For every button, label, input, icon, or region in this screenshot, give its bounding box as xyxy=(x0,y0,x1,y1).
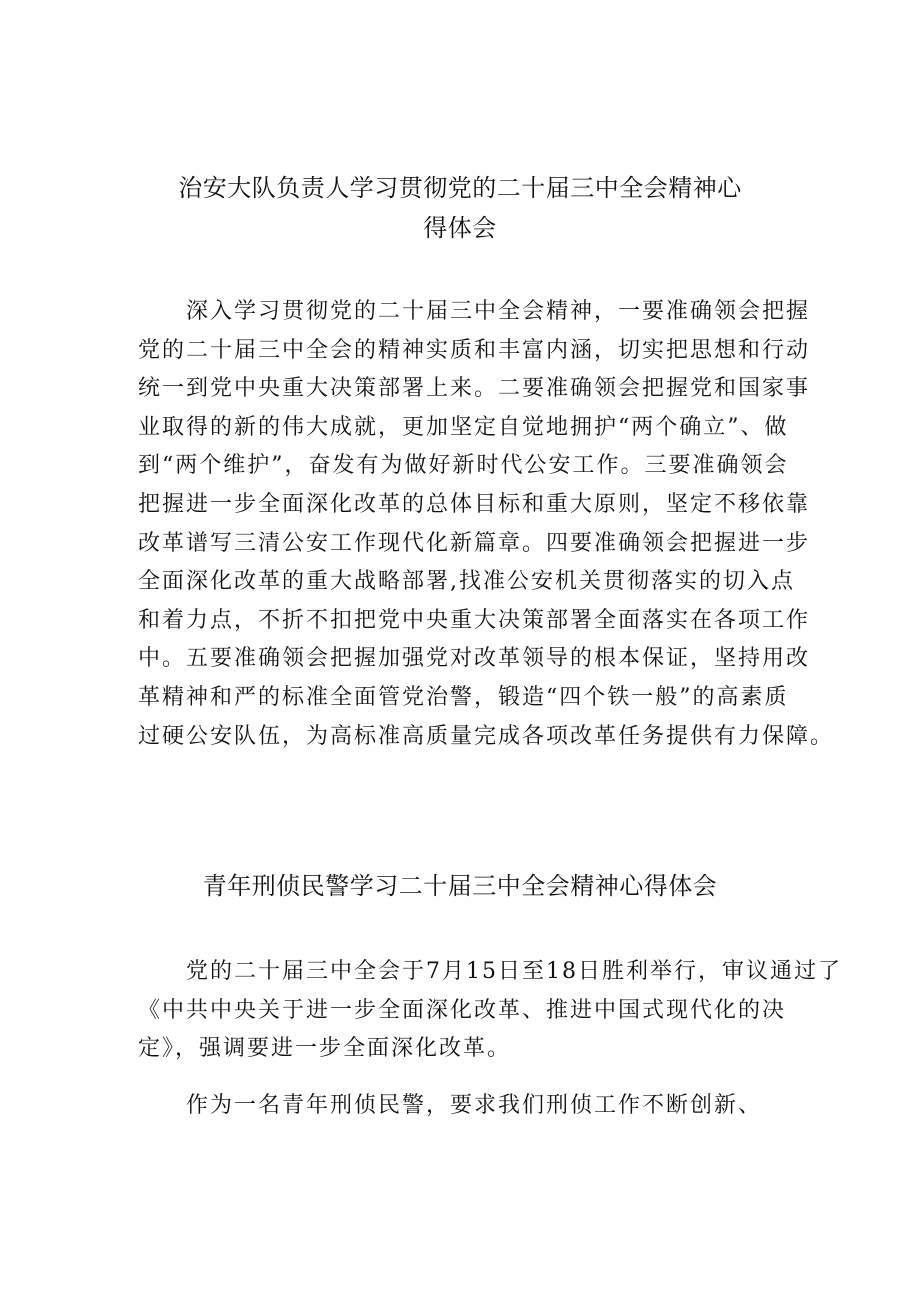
article2-title xyxy=(120,866,800,906)
article1-title xyxy=(120,168,800,248)
paragraph-line: 作为一名青年刑侦民警，要求我们刑侦工作不断创新、 xyxy=(138,1093,763,1118)
paragraph-line: 定》，强调要进一步全面深化改革。 xyxy=(138,1036,512,1062)
paragraph-line: 过硬公安队伍，为高标准高质量完成各项改革任务提供有力保障。 xyxy=(138,723,835,749)
article2-paragraph-1 xyxy=(138,953,842,1069)
paragraph-line: 统一到党中央重大决策部署上来。二要准确领会把握党和国家事 xyxy=(138,376,811,402)
article1-paragraph xyxy=(138,293,835,756)
article1-title-line: 治安大队负责人学习贯彻党的二十届三中全会精神心 xyxy=(178,174,742,202)
paragraph-line: 到“两个维护”，奋发有为做好新时代公安工作。三要准确领会 xyxy=(138,453,789,479)
article2-title-line: 青年刑侦民警学习二十届三中全会精神心得体会 xyxy=(202,872,718,900)
paragraph-line: 党的二十届三中全会于7月15日至18日胜利举行，审议通过了 xyxy=(138,959,842,984)
paragraph-line: 全面深化改革的重大战略部署,找准公安机关贯彻落实的切入点 xyxy=(138,569,795,595)
paragraph-line: 中。五要准确领会把握加强党对改革领导的根本保证，坚持用改 xyxy=(138,646,811,672)
paragraph-line: 党的二十届三中全会的精神实质和丰富内涵，切实把思想和行动 xyxy=(138,337,811,363)
paragraph-line: 革精神和严的标准全面管党治警，锻造“四个铁一般”的高素质 xyxy=(138,684,789,710)
article2-paragraph-2 xyxy=(138,1087,788,1126)
paragraph-line: 深入学习贯彻党的二十届三中全会精神，一要准确领会把握 xyxy=(138,299,811,324)
paragraph-line: 《中共中央关于进一步全面深化改革、推进中国式现代化的决 xyxy=(138,997,787,1023)
paragraph-line: 和着力点，不折不扣把党中央重大决策部署全面落实在各项工作 xyxy=(138,607,811,633)
paragraph-line: 改革谱写三清公安工作现代化新篇章。四要准确领会把握进一步 xyxy=(138,530,811,556)
paragraph-line: 业取得的新的伟大成就，更加坚定自觉地拥护“两个确立”、做 xyxy=(138,414,789,440)
article1-title-line: 得体会 xyxy=(423,214,497,242)
paragraph-line: 把握进一步全面深化改革的总体目标和重大原则，坚定不移依靠 xyxy=(138,491,811,517)
